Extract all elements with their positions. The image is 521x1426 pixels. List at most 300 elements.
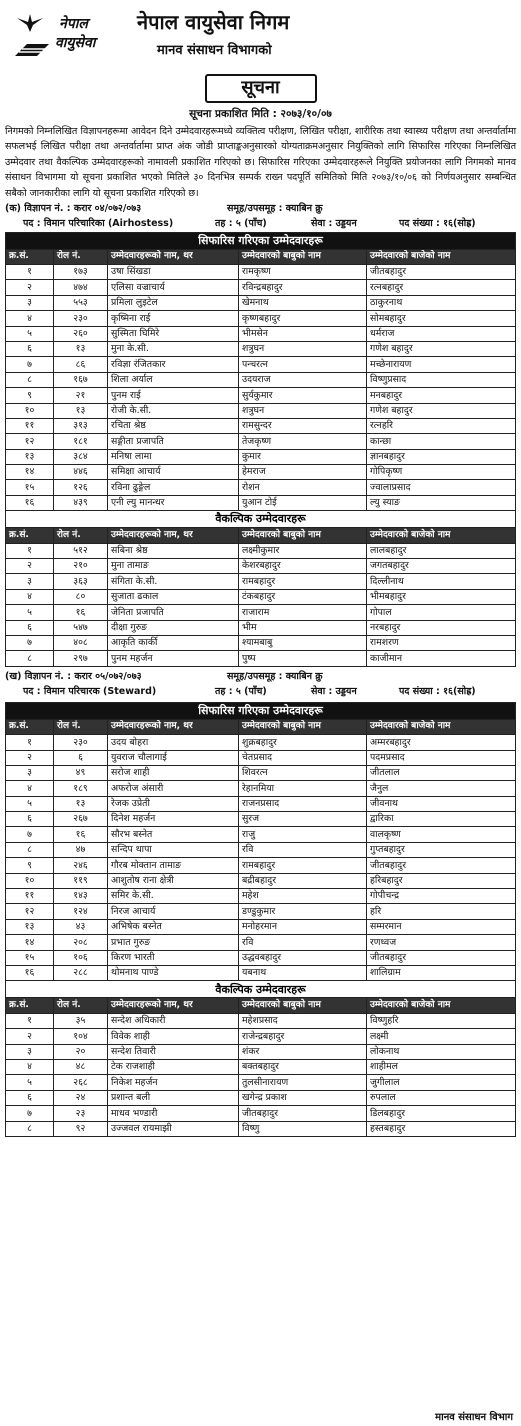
candidate-name-cell: टेक राजशाही: [108, 1059, 239, 1074]
candidate-name-cell: उषा सिंखडा: [108, 264, 239, 279]
table-row: [6, 935, 516, 950]
roll-cell: ३५: [54, 1013, 108, 1028]
candidate-name-cell: उदय बोहरा: [108, 735, 239, 750]
roll-cell: २४: [54, 1090, 108, 1105]
candidate-name-cell: सबिना श्रेष्ठ: [108, 543, 239, 558]
grandfather-name-cell: रत्नबहादुर: [367, 280, 516, 295]
father-name-cell: खगेन्द्र प्रकाश: [239, 1090, 367, 1105]
serial-cell: २: [6, 280, 54, 295]
ad-info-row-kha: [5, 670, 516, 685]
section-heading-row: [6, 981, 516, 998]
candidate-name-cell: सरोज शाही: [108, 765, 239, 780]
candidate-name-cell: पुनम महर्जन: [108, 651, 239, 666]
father-name-cell: शिवरत्न: [239, 765, 367, 780]
table-row: [6, 341, 516, 356]
serial-cell: ६: [6, 812, 54, 827]
grandfather-name-cell: अम्मरबहादुर: [367, 735, 516, 750]
section-heading: वैकल्पिक उम्मेदवारहरू: [6, 981, 516, 998]
serial-cell: १५: [6, 950, 54, 965]
roll-cell: ६: [54, 750, 108, 765]
table-row: [6, 858, 516, 873]
grandfather-name-cell: जीतबहादुर: [367, 950, 516, 965]
serial-cell: २: [6, 750, 54, 765]
grandfather-name-cell: जुगीलाल: [367, 1075, 516, 1090]
candidate-name-cell: रविज्ञा रंजितकार: [108, 357, 239, 372]
serial-cell: १: [6, 543, 54, 558]
table-row: [6, 1090, 516, 1105]
table-row: [6, 812, 516, 827]
grandfather-name-cell: रत्नहरि: [367, 418, 516, 433]
serial-header: क्र.सं.: [6, 249, 54, 264]
serial-cell: ३: [6, 765, 54, 780]
table-row: [6, 765, 516, 780]
serial-cell: ६: [6, 1090, 54, 1105]
roll-cell: १६: [54, 827, 108, 842]
serial-cell: ५: [6, 605, 54, 620]
roll-cell: ८६: [54, 357, 108, 372]
candidate-name-cell: माधव भण्डारी: [108, 1106, 239, 1121]
serial-cell: ७: [6, 357, 54, 372]
table-row: [6, 781, 516, 796]
table-row: [6, 589, 516, 604]
candidate-name-cell: दिनेश महर्जन: [108, 812, 239, 827]
father-name-cell: उदयराज: [239, 372, 367, 387]
roll-header: रोल नं.: [54, 998, 108, 1013]
header: [5, 6, 516, 68]
table-row: [6, 357, 516, 372]
grandfather-name-cell: शालिग्राम: [367, 966, 516, 981]
grandfather-name-cell: जीतबहादुर: [367, 858, 516, 873]
roll-cell: १०४: [54, 1029, 108, 1044]
section-heading-row: [6, 511, 516, 528]
section-heading-row: [6, 232, 516, 249]
father-name-cell: रविन्द्रबहादुर: [239, 280, 367, 295]
candidate-name-cell: अभिषेक बस्नेत: [108, 919, 239, 934]
post-count: पद संख्या : १६(सोह्र): [399, 218, 476, 230]
candidate-name-cell: पुनम राई: [108, 388, 239, 403]
table-row: [6, 889, 516, 904]
serial-cell: ६: [6, 620, 54, 635]
serial-cell: ४: [6, 781, 54, 796]
roll-cell: ४०८: [54, 635, 108, 650]
grandfather-name-cell: लोकनाथ: [367, 1044, 516, 1059]
father-name-cell: चेतप्रसाद: [239, 750, 367, 765]
candidate-name-cell: रेजक उप्रेती: [108, 796, 239, 811]
department-name: मानव संसाधन विभागको: [157, 43, 272, 58]
roll-cell: ५४७: [54, 620, 108, 635]
grandfather-name-cell: जीवनाथ: [367, 796, 516, 811]
candidate-name-cell: संगिता के.सी.: [108, 574, 239, 589]
table-row: [6, 403, 516, 418]
table-row: [6, 1059, 516, 1074]
candidate-name-cell: सङ्गीता प्रजापति: [108, 434, 239, 449]
logo-stripes-icon: [13, 40, 51, 58]
serial-cell: ५: [6, 796, 54, 811]
table-row: [6, 635, 516, 650]
candidate-name-cell: रविना ढुङ्गेल: [108, 480, 239, 495]
serial-cell: ७: [6, 635, 54, 650]
roll-cell: ११९: [54, 873, 108, 888]
serial-cell: १६: [6, 495, 54, 510]
father-name-cell: कुमार: [239, 449, 367, 464]
father-name-cell: रोशन: [239, 480, 367, 495]
father-name-cell: मनोहरमान: [239, 919, 367, 934]
serial-cell: १३: [6, 449, 54, 464]
grandfather-name-cell: कान्छा: [367, 434, 516, 449]
father-name-cell: शुक्रबहादुर: [239, 735, 367, 750]
father-header: उम्मेदवारको बाबुको नाम: [239, 998, 367, 1013]
father-name-cell: भीम: [239, 620, 367, 635]
serial-cell: २: [6, 559, 54, 574]
grandfather-name-cell: जगतबहादुर: [367, 559, 516, 574]
table-row: [6, 904, 516, 919]
roll-cell: २०८: [54, 935, 108, 950]
candidate-name-cell: सन्देश अधिकारी: [108, 1013, 239, 1028]
roll-cell: १३: [54, 796, 108, 811]
serial-cell: ११: [6, 418, 54, 433]
serial-cell: १५: [6, 480, 54, 495]
notice-title: सूचना: [205, 74, 317, 103]
father-header: उम्मेदवारको बाबुको नाम: [239, 528, 367, 543]
table-header-row: [6, 249, 516, 264]
father-name-cell: पुष्प: [239, 651, 367, 666]
roll-cell: १२६: [54, 480, 108, 495]
grandfather-name-cell: सोमबहादुर: [367, 311, 516, 326]
father-name-cell: यबनाथ: [239, 966, 367, 981]
candidate-name-cell: प्रमिला लुइटेल: [108, 295, 239, 310]
father-name-cell: टंकबहादुर: [239, 589, 367, 604]
serial-cell: ७: [6, 1106, 54, 1121]
roll-cell: ४८: [54, 1059, 108, 1074]
grandfather-name-cell: द्वारिका: [367, 812, 516, 827]
table-row: [6, 873, 516, 888]
table-row: [6, 495, 516, 510]
serial-cell: १०: [6, 873, 54, 888]
candidate-name-cell: रचिता श्रेष्ठ: [108, 418, 239, 433]
father-name-cell: राजनप्रसाद: [239, 796, 367, 811]
post-name: पद : विमान परिचारिका (Airhostess): [23, 218, 174, 230]
name-header: उम्मेदवारहरूको नाम, थर: [108, 719, 239, 734]
grandfather-name-cell: वालकृष्ण: [367, 827, 516, 842]
candidate-name-cell: गौरब मोक्तान तामाङ: [108, 858, 239, 873]
father-name-cell: पन्चरत्न: [239, 357, 367, 372]
roll-cell: १६७: [54, 372, 108, 387]
candidate-name-cell: रोजी के.सी.: [108, 403, 239, 418]
serial-cell: १०: [6, 403, 54, 418]
ad-number: (क) विज्ञापन नं. : करार ०४/०७२/०७३: [5, 203, 142, 215]
table-row: [6, 1044, 516, 1059]
roll-cell: ३६३: [54, 574, 108, 589]
roll-cell: ५१२: [54, 543, 108, 558]
table-row: [6, 1013, 516, 1028]
notice-paragraph: निगमको निम्नलिखित विज्ञापनहरूमा आवेदन दिने उम्मेदवारहरूमध्ये व्यक्तित्व परीक्षण, लिखित परीक्षा, शारीरिक तथा स्वास्थ्य परीक्षण तथा अन्तर्वार्तामा सफलभई लिखित परीक्षा तथा अन्तर्वार्तामा प्राप्त अंक जोडी प्राप्ताङ्कअनुसारको योग्यताक्रमअनुसार नियुक्तिको लागि सिफारिस गरिएका निम्नलिखित उम्मेदवार तथा वैकल्पिक उम्मेदवारहरूको नामावली प्रकाशित गरिएको छ। सिफारिस गरिएका उम्मेदवारहरूले नियुक्ति प्रयोजनका लागि निगमको मानव संसाधन विभागमा यो सूचना प्रकाशित भएको मितिले ३० दिनभित्र सम्पर्क राख्न पदपूर्ति समितिको मिति २०७३/१०/०६ को निर्णयअनुसार सम्बन्धित सबैको जानकारीका लागि यो सूचना प्रकाशित गरिएको छ।: [5, 125, 516, 199]
post-service: सेवा : उड्डयन: [311, 218, 357, 230]
grandfather-name-cell: नरबहादुर: [367, 620, 516, 635]
roll-cell: ५५३: [54, 295, 108, 310]
roll-cell: २९७: [54, 651, 108, 666]
candidate-name-cell: मुना के.सी.: [108, 341, 239, 356]
table-row: [6, 574, 516, 589]
father-name-cell: रामबहादुर: [239, 574, 367, 589]
candidate-name-cell: मुना तामाङ: [108, 559, 239, 574]
grandfather-name-cell: ल्यु स्याङ: [367, 495, 516, 510]
serial-header: क्र.सं.: [6, 719, 54, 734]
roll-cell: २६०: [54, 326, 108, 341]
candidate-name-cell: एनी ल्यु मानन्धर: [108, 495, 239, 510]
father-name-cell: बद्रीबहादुर: [239, 873, 367, 888]
father-name-cell: रेहानमिया: [239, 781, 367, 796]
table-row: [6, 950, 516, 965]
roll-cell: १०६: [54, 950, 108, 965]
roll-cell: १२४: [54, 904, 108, 919]
table-row: [6, 842, 516, 857]
table-row: [6, 919, 516, 934]
grandfather-name-cell: गणेश बहादुर: [367, 341, 516, 356]
grandfather-name-cell: मनबहादुर: [367, 388, 516, 403]
serial-cell: १: [6, 1013, 54, 1028]
roll-cell: २३०: [54, 311, 108, 326]
candidate-name-cell: कृष्मिना राई: [108, 311, 239, 326]
table-row: [6, 418, 516, 433]
father-name-cell: हेमराज: [239, 465, 367, 480]
grandfather-name-cell: रुपलाल: [367, 1090, 516, 1105]
father-name-cell: तेजकृष्ण: [239, 434, 367, 449]
father-name-cell: विष्णु: [239, 1121, 367, 1136]
ad-group: समूह/उपसमूह : क्याबिन क्रु: [227, 671, 323, 683]
serial-cell: ६: [6, 341, 54, 356]
grandfather-name-cell: जीतलाल: [367, 765, 516, 780]
serial-cell: ५: [6, 1075, 54, 1090]
serial-cell: १६: [6, 966, 54, 981]
roll-header: रोल नं.: [54, 528, 108, 543]
roll-cell: १६: [54, 605, 108, 620]
table-row: [6, 1029, 516, 1044]
table-row: [6, 796, 516, 811]
table-row: [6, 543, 516, 558]
serial-cell: ४: [6, 1059, 54, 1074]
father-name-cell: रामकृष्ण: [239, 264, 367, 279]
father-name-cell: रवि: [239, 935, 367, 950]
father-name-cell: सुर्यकुमार: [239, 388, 367, 403]
serial-cell: ८: [6, 1121, 54, 1136]
candidate-name-cell: सुस्मिता घिमिरे: [108, 326, 239, 341]
father-name-cell: युआन टोई: [239, 495, 367, 510]
section-heading: वैकल्पिक उम्मेदवारहरू: [6, 511, 516, 528]
table-row: [6, 388, 516, 403]
post-count: पद संख्या : १६(सोह्र): [399, 686, 476, 698]
results-table-kha: [5, 702, 516, 1137]
roll-cell: १४३: [54, 889, 108, 904]
father-name-cell: राजाराम: [239, 605, 367, 620]
table-row: [6, 372, 516, 387]
airline-logo: [11, 10, 129, 62]
candidate-name-cell: जेनिता प्रजापति: [108, 605, 239, 620]
grandfather-header: उम्मेदवारको बाजेको नाम: [367, 249, 516, 264]
father-name-cell: लक्ष्मीकुमार: [239, 543, 367, 558]
father-name-cell: रामबहादुर: [239, 858, 367, 873]
section-heading: सिफारिस गरिएका उम्मेदवारहरू: [6, 232, 516, 249]
candidate-name-cell: सुजाता ढकाल: [108, 589, 239, 604]
father-name-cell: राजेन्द्रबहादुर: [239, 1029, 367, 1044]
publication-date: सूचना प्रकाशित मिति : २०७३/१०/०७: [189, 107, 332, 120]
table-header-row: [6, 528, 516, 543]
grandfather-name-cell: भीमबहादुर: [367, 589, 516, 604]
grandfather-name-cell: काजीमान: [367, 651, 516, 666]
grandfather-name-cell: शाहीमल: [367, 1059, 516, 1074]
roll-cell: १८१: [54, 434, 108, 449]
table-row: [6, 326, 516, 341]
serial-cell: ४: [6, 589, 54, 604]
name-header: उम्मेदवारहरूको नाम, थर: [108, 998, 239, 1013]
grandfather-name-cell: मच्छेनारायण: [367, 357, 516, 372]
father-name-cell: रवि: [239, 842, 367, 857]
roll-cell: १८९: [54, 781, 108, 796]
logo-text-line2: वायुसेवा: [55, 35, 96, 51]
table-row: [6, 465, 516, 480]
table-row: [6, 651, 516, 666]
roll-cell: १३: [54, 403, 108, 418]
grandfather-name-cell: हरि: [367, 904, 516, 919]
table-row: [6, 1106, 516, 1121]
serial-cell: ८: [6, 651, 54, 666]
serial-cell: ३: [6, 574, 54, 589]
roll-cell: ४७: [54, 842, 108, 857]
footer-signature: मानव संसाधन विभाग: [435, 1411, 513, 1423]
father-name-cell: जीतबहादुर: [239, 1106, 367, 1121]
grandfather-name-cell: सम्मरमान: [367, 919, 516, 934]
candidate-name-cell: समिर के.सी.: [108, 889, 239, 904]
table-row: [6, 311, 516, 326]
ad-info-row-ka: [5, 202, 516, 217]
candidate-name-cell: उज्जवल रायमाझी: [108, 1121, 239, 1136]
grandfather-name-cell: हरिबहादुर: [367, 873, 516, 888]
father-name-cell: खेमनाथ: [239, 295, 367, 310]
serial-cell: १: [6, 264, 54, 279]
grandfather-name-cell: हस्तबहादुर: [367, 1121, 516, 1136]
table-row: [6, 605, 516, 620]
grandfather-name-cell: गोपिकृष्ण: [367, 465, 516, 480]
candidate-name-cell: सन्दिप थापा: [108, 842, 239, 857]
grandfather-name-cell: विष्णुप्रसाद: [367, 372, 516, 387]
father-name-cell: महेशप्रसाद: [239, 1013, 367, 1028]
candidate-name-cell: समिक्षा आचार्य: [108, 465, 239, 480]
candidate-name-cell: निकेश महर्जन: [108, 1075, 239, 1090]
table-row: [6, 1121, 516, 1136]
table-row: [6, 620, 516, 635]
roll-cell: २६७: [54, 812, 108, 827]
father-header: उम्मेदवारको बाबुको नाम: [239, 249, 367, 264]
grandfather-name-cell: ज्ञानबहादुर: [367, 449, 516, 464]
roll-header: रोल नं.: [54, 719, 108, 734]
father-name-cell: महेश: [239, 889, 367, 904]
table-row: [6, 434, 516, 449]
results-table-ka: [5, 232, 516, 667]
roll-cell: ४३९: [54, 495, 108, 510]
serial-cell: १४: [6, 465, 54, 480]
ad-number: (ख) विज्ञापन नं. : करार ०५/०७२/०७३: [5, 671, 142, 683]
candidate-name-cell: निरज आचार्य: [108, 904, 239, 919]
grandfather-name-cell: रणध्वज: [367, 935, 516, 950]
post-level: तह : ५ (पाँच): [215, 686, 267, 698]
candidate-name-cell: थोमनाथ पाण्डे: [108, 966, 239, 981]
roll-cell: ३८४: [54, 449, 108, 464]
roll-cell: ८०: [54, 589, 108, 604]
ad-group: समूह/उपसमूह : क्याबिन क्रु: [227, 203, 323, 215]
table-row: [6, 449, 516, 464]
grandfather-header: उम्मेदवारको बाजेको नाम: [367, 528, 516, 543]
table-row: [6, 559, 516, 574]
father-name-cell: बक्तबहादुर: [239, 1059, 367, 1074]
father-name-cell: शंकर: [239, 1044, 367, 1059]
serial-cell: ३: [6, 1044, 54, 1059]
table-header-row: [6, 998, 516, 1013]
serial-cell: ७: [6, 827, 54, 842]
roll-cell: २८८: [54, 966, 108, 981]
serial-header: क्र.सं.: [6, 998, 54, 1013]
post-name: पद : विमान परिचारक (Steward): [23, 686, 157, 698]
post-level: तह : ५ (पाँच): [215, 218, 267, 230]
candidate-name-cell: आशुतोष राना क्षेत्री: [108, 873, 239, 888]
father-name-cell: रामसुन्दर: [239, 418, 367, 433]
table-row: [6, 1075, 516, 1090]
grandfather-name-cell: डिलबहादुर: [367, 1106, 516, 1121]
serial-cell: ८: [6, 372, 54, 387]
father-name-cell: शत्रुघन: [239, 341, 367, 356]
grandfather-name-cell: लालबहादुर: [367, 543, 516, 558]
candidate-name-cell: विवेक शाही: [108, 1029, 239, 1044]
serial-cell: १४: [6, 935, 54, 950]
serial-cell: ३: [6, 295, 54, 310]
roll-cell: २४६: [54, 858, 108, 873]
table-row: [6, 480, 516, 495]
serial-cell: ८: [6, 842, 54, 857]
serial-cell: ५: [6, 326, 54, 341]
candidate-name-cell: प्रभात गुरुङ: [108, 935, 239, 950]
table-row: [6, 295, 516, 310]
candidate-name-cell: आकृति कार्की: [108, 635, 239, 650]
table-row: [6, 750, 516, 765]
serial-cell: ४: [6, 311, 54, 326]
roll-cell: २०: [54, 1044, 108, 1059]
father-name-cell: सुरज: [239, 812, 367, 827]
roll-cell: ४९: [54, 765, 108, 780]
name-header: उम्मेदवारहरूको नाम, थर: [108, 528, 239, 543]
father-name-cell: केशरबहादुर: [239, 559, 367, 574]
father-name-cell: राजु: [239, 827, 367, 842]
grandfather-name-cell: गोपाल: [367, 605, 516, 620]
father-name-cell: शत्रुघन: [239, 403, 367, 418]
candidate-name-cell: अफरोज अंसारी: [108, 781, 239, 796]
bird-emblem-icon: [15, 12, 45, 34]
candidate-name-cell: एलिसा वज्राचार्य: [108, 280, 239, 295]
table-header-row: [6, 719, 516, 734]
name-header: उम्मेदवारहरूको नाम, थर: [108, 249, 239, 264]
roll-cell: ४७४: [54, 280, 108, 295]
section-heading-row: [6, 702, 516, 719]
grandfather-name-cell: गोपीचन्द्र: [367, 889, 516, 904]
grandfather-name-cell: पदमप्रसाद: [367, 750, 516, 765]
candidate-name-cell: सौरभ बस्नेत: [108, 827, 239, 842]
roll-cell: २६८: [54, 1075, 108, 1090]
candidate-name-cell: युवराज चौलागाई: [108, 750, 239, 765]
grandfather-name-cell: रामशरण: [367, 635, 516, 650]
logo-text-line1: नेपाल: [59, 16, 88, 32]
roll-cell: १७३: [54, 264, 108, 279]
table-row: [6, 264, 516, 279]
grandfather-name-cell: विष्णुहरि: [367, 1013, 516, 1028]
section-heading: सिफारिस गरिएका उम्मेदवारहरू: [6, 702, 516, 719]
father-name-cell: कृष्णबहादुर: [239, 311, 367, 326]
